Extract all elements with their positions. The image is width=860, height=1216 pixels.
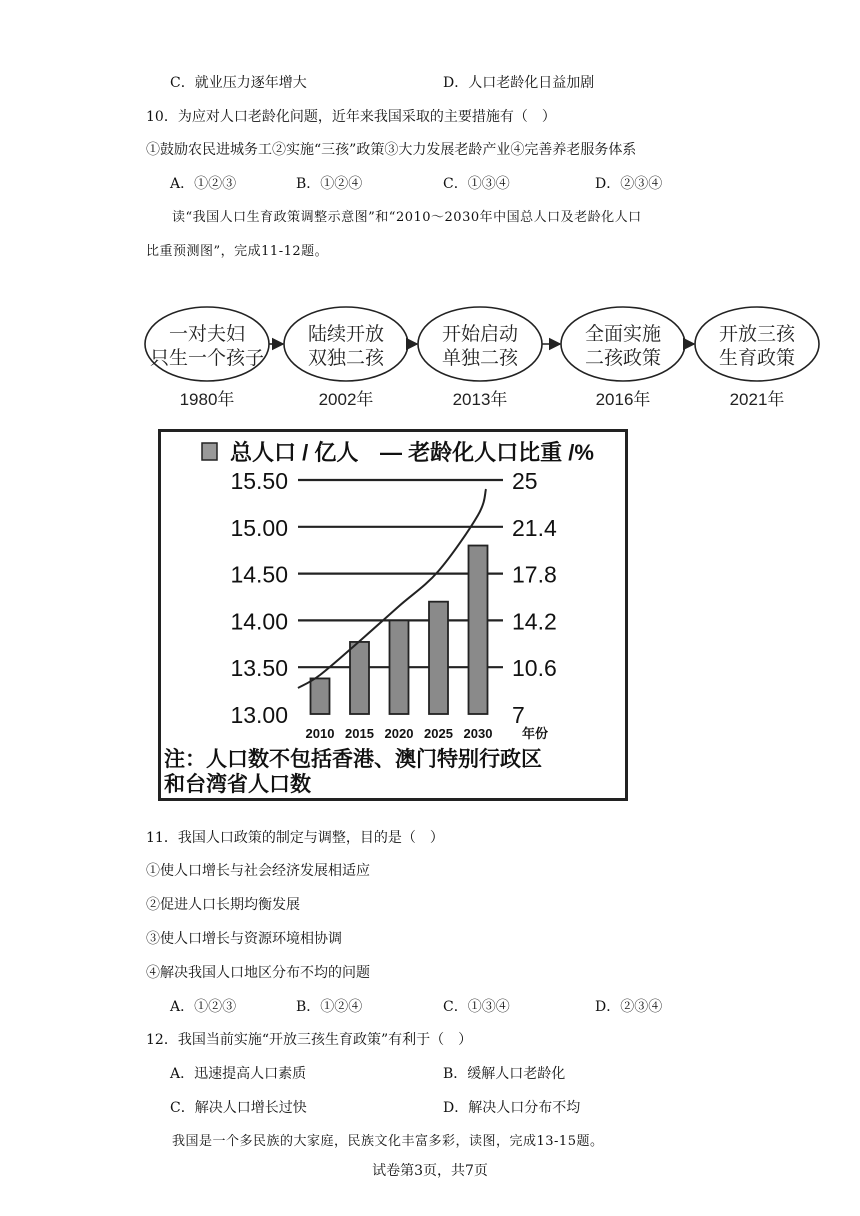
policy-node-line2: 双独二孩 <box>307 348 385 369</box>
population-bar-2015 <box>350 642 369 714</box>
q11-item-1: ①使人口增长与社会经济发展相适应 <box>146 863 370 879</box>
left-tick-label: 15.00 <box>230 514 288 541</box>
policy-year: 2016年 <box>595 390 651 409</box>
x-tick-label: 2015 <box>345 726 374 741</box>
population-bar-2030 <box>469 546 488 714</box>
right-tick-label: 7 <box>512 702 525 728</box>
q10-stem: 10．为应对人口老龄化问题，近年来我国采取的主要措施有（ ） <box>146 109 556 125</box>
policy-year: 2021年 <box>729 390 785 409</box>
q12-option-b: B．缓解人口老龄化 <box>443 1066 566 1082</box>
intro-11-12-line2: 比重预测图”，完成11-12题。 <box>146 244 329 259</box>
right-tick-label: 10.6 <box>512 655 557 682</box>
q11-item-2: ②促进人口长期均衡发展 <box>146 897 300 913</box>
q10-option-c: C．①③④ <box>443 176 510 192</box>
policy-year: 1980年 <box>179 390 235 409</box>
q12-stem: 12．我国当前实施“开放三孩生育政策”有利于（ ） <box>146 1032 473 1048</box>
left-tick-label: 13.50 <box>230 655 288 682</box>
policy-node-line2: 只生一个孩子 <box>149 348 265 369</box>
x-tick-label: 2030 <box>463 726 493 741</box>
q10-option-a: A．①②③ <box>170 176 237 192</box>
policy-node-line1: 开始启动 <box>441 324 519 345</box>
x-tick-label: 2025 <box>424 726 453 741</box>
q11-stem: 11．我国人口政策的制定与调整，目的是（ ） <box>146 830 444 846</box>
policy-year: 2002年 <box>318 390 374 409</box>
right-tick-label: 21.4 <box>512 514 557 541</box>
left-tick-label: 14.50 <box>230 561 288 588</box>
policy-year: 2013年 <box>452 390 508 409</box>
x-unit-label: 年份 <box>522 726 549 741</box>
legend-bar-label: 总人口 / 亿人 <box>230 440 359 465</box>
left-tick-label: 14.00 <box>230 608 288 635</box>
q10-option-b: B．①②④ <box>296 176 363 192</box>
x-tick-label: 2010 <box>305 726 335 741</box>
q11-option-c: C．①③④ <box>443 999 510 1015</box>
page-footer: 试卷第3页，共7页 <box>372 1163 488 1179</box>
policy-node-line1: 陆续开放 <box>307 324 385 345</box>
legend-line-label: — 老龄化人口比重 /% <box>380 440 594 465</box>
population-bar-2020 <box>390 620 409 714</box>
q11-item-4: ④解决我国人口地区分布不均的问题 <box>146 965 370 981</box>
policy-node-line1: 一对夫妇 <box>168 324 246 345</box>
q12-option-c: C．解决人口增长过快 <box>170 1100 307 1116</box>
q10-items: ①鼓励农民进城务工②实施“三孩”政策③大力发展老龄产业④完善养老服务体系 <box>146 142 637 158</box>
population-chart <box>158 429 628 801</box>
right-tick-label: 17.8 <box>512 561 557 588</box>
policy-node-line1: 开放三孩 <box>718 324 796 345</box>
q11-option-b: B．①②④ <box>296 999 363 1015</box>
policy-node-line2: 二孩政策 <box>584 348 662 369</box>
policy-node-line1: 全面实施 <box>584 324 662 345</box>
q12-option-d: D．解决人口分布不均 <box>443 1100 581 1116</box>
policy-flow-diagram <box>140 300 840 420</box>
q11-option-a: A．①②③ <box>170 999 237 1015</box>
chart-note-line2: 和台湾省人口数 <box>164 773 311 796</box>
chart-note-line1: 注：人口数不包括香港、澳门特别行政区 <box>164 748 542 771</box>
left-tick-label: 13.00 <box>230 702 288 728</box>
left-tick-label: 15.50 <box>230 468 288 494</box>
policy-node-line2: 单独二孩 <box>441 348 519 369</box>
right-tick-label: 25 <box>512 468 538 494</box>
population-bar-2010 <box>311 678 330 714</box>
policy-node-line2: 生育政策 <box>718 348 796 369</box>
q9-option-c: C．就业压力逐年增大 <box>170 75 307 91</box>
q10-option-d: D．②③④ <box>595 176 663 192</box>
right-tick-label: 14.2 <box>512 608 557 635</box>
intro-11-12-line1: 读“我国人口生育政策调整示意图”和“2010～2030年中国总人口及老龄化人口 <box>172 210 642 225</box>
legend-bar-swatch <box>202 443 217 460</box>
q11-item-3: ③使人口增长与资源环境相协调 <box>146 931 342 947</box>
population-bar-2025 <box>429 602 448 714</box>
q11-option-d: D．②③④ <box>595 999 663 1015</box>
q9-option-d: D．人口老龄化日益加剧 <box>443 75 595 91</box>
x-tick-label: 2020 <box>384 726 414 741</box>
q12-option-a: A．迅速提高人口素质 <box>170 1066 307 1082</box>
intro-13-15: 我国是一个多民族的大家庭，民族文化丰富多彩，读图，完成13-15题。 <box>172 1134 604 1149</box>
